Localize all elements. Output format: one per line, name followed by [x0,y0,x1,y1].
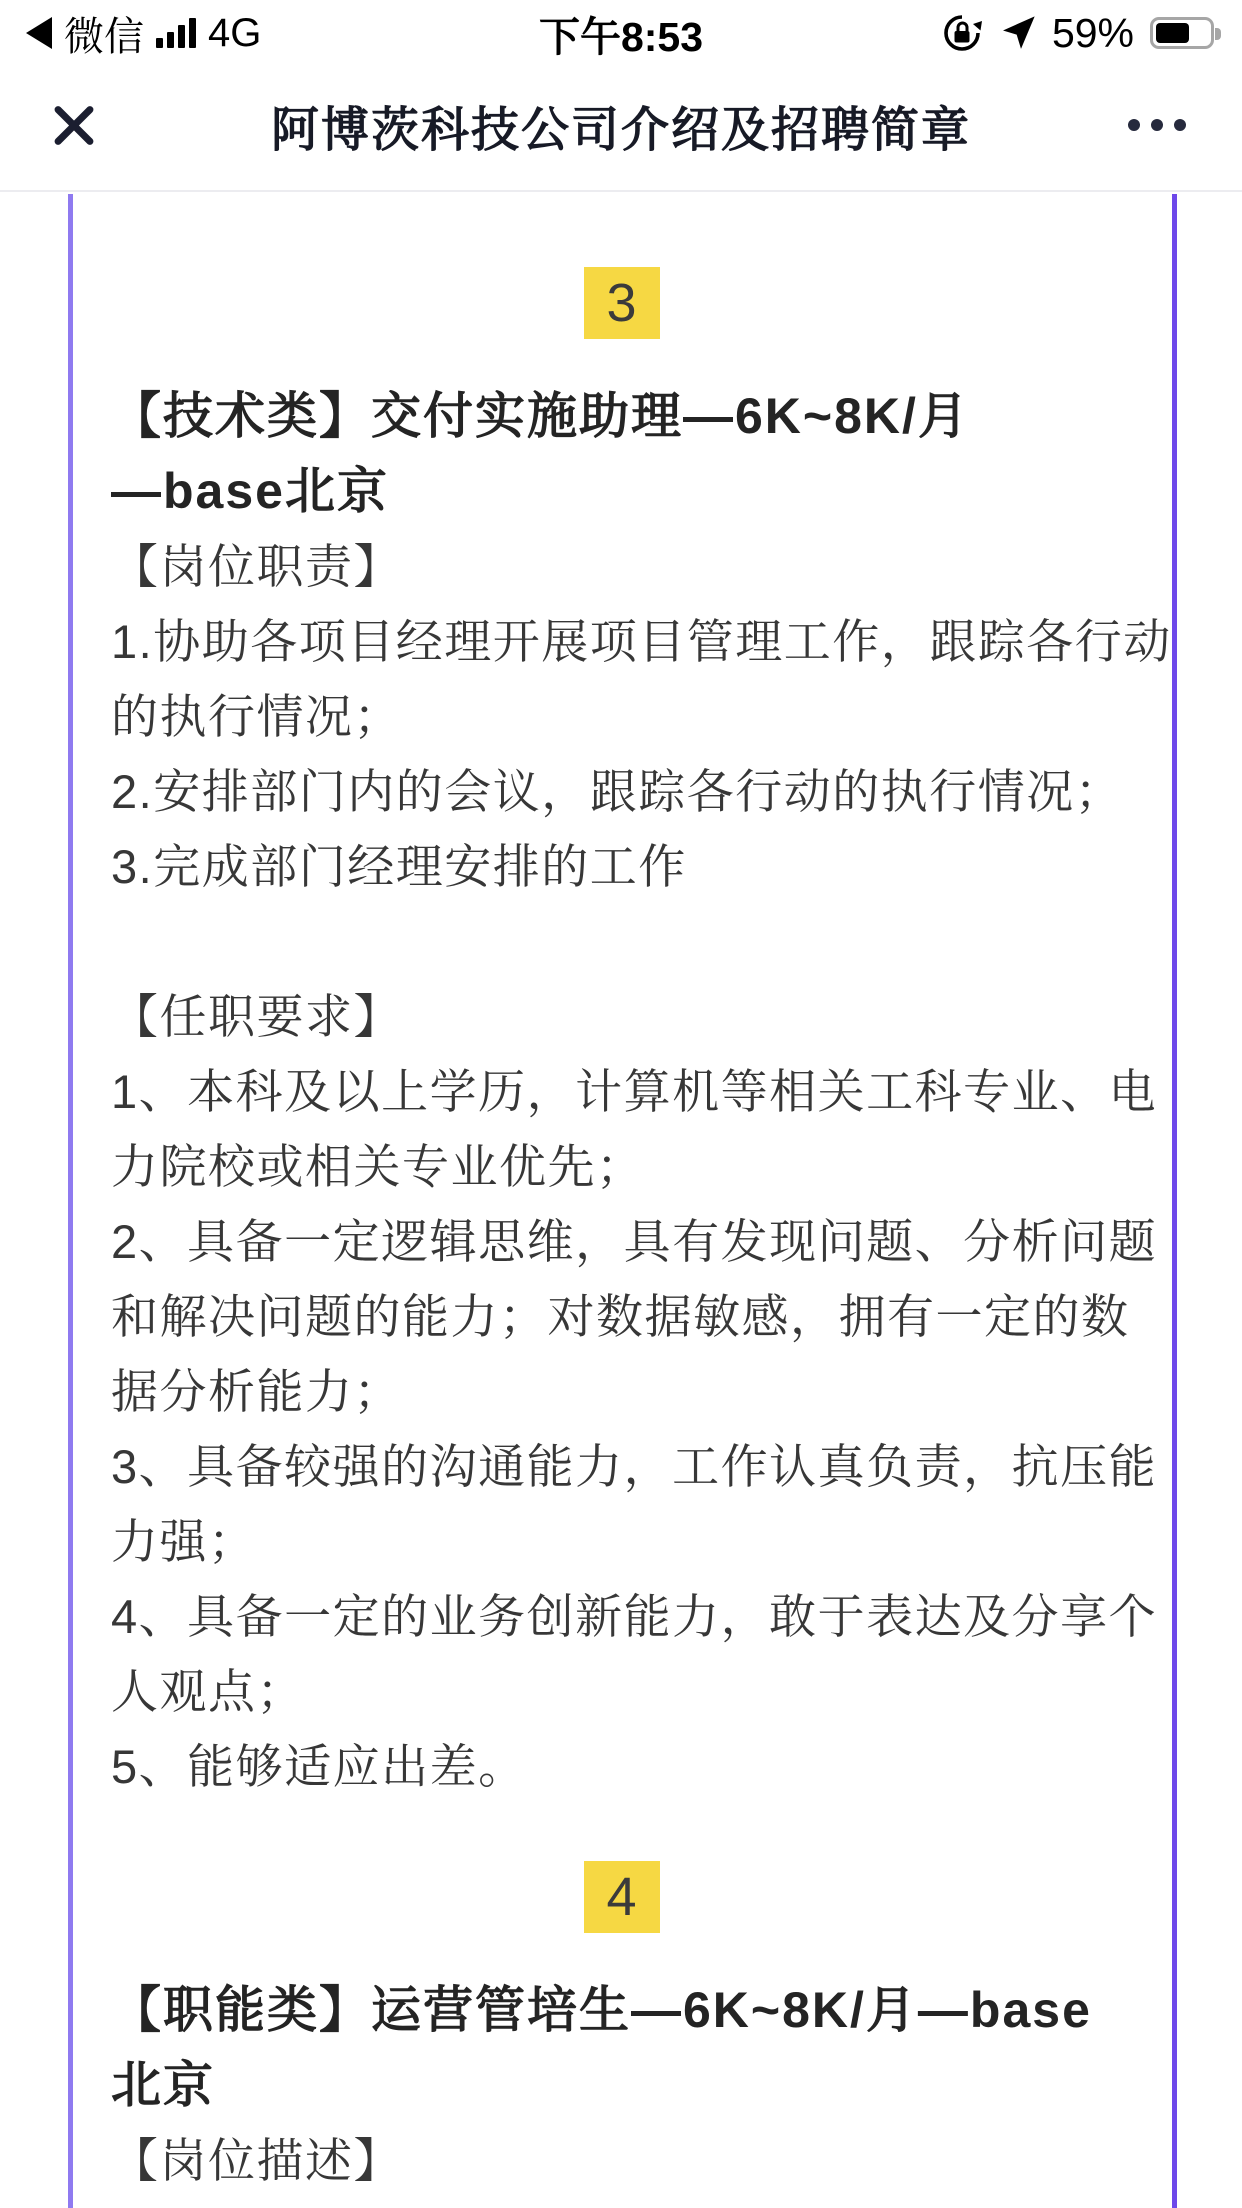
job-description-text [111,2123,1132,2198]
text-line: 5、能够适应出差。 [111,1740,527,1793]
blank-line [111,904,1132,979]
text-line: 人观点； [111,1665,305,1718]
section-number-badge: 4 [584,1861,660,1933]
status-bar [0,0,1242,60]
back-triangle-icon [26,17,52,49]
close-button[interactable] [46,97,102,153]
text-line: 力院校或相关专业优先； [111,1140,645,1193]
text-line: 4、具备一定的业务创新能力，敢于表达及分享个 [111,1590,1158,1643]
text-line: 【岗位职责】 [111,540,402,593]
text-line: 据分析能力； [111,1365,402,1418]
back-app-label: 微信 [64,14,144,59]
location-arrow-icon [998,13,1038,53]
battery-icon [1150,17,1214,49]
rotation-lock-icon [940,11,984,55]
job-title-heading [111,1973,1132,2123]
job-title-line: 北京 [111,2057,215,2113]
text-line: 2、具备一定逻辑思维，具有发现问题、分析问题 [111,1215,1158,1268]
article-scroll-area[interactable] [0,194,1242,2208]
text-line: 力强； [111,1515,257,1568]
page-title: 阿博茨科技公司介绍及招聘简章 [270,103,972,157]
battery-percent-label: 59% [1051,9,1134,56]
more-menu-button[interactable] [1124,105,1190,145]
text-line: 2.安排部门内的会议，跟踪各行动的执行情况； [111,765,1124,818]
text-line: 1.协助各项目经理开展项目管理工作，跟踪各行动 [111,615,1172,668]
text-line: 【任职要求】 [111,990,402,1043]
text-line: 的执行情况； [111,690,402,743]
job-title-line: —base北京 [111,463,389,519]
nav-bar [0,60,1242,192]
text-line: 和解决问题的能力；对数据敏感，拥有一定的数 [111,1290,1130,1343]
job-title-line: 【职能类】运营管培生—6K~8K/月—base [111,1982,1092,2038]
text-line: 【岗位描述】 [111,2134,402,2187]
job-description-text [111,529,1172,1804]
text-line: 3.完成部门经理安排的工作 [111,840,687,893]
article-content-column [68,194,1177,2208]
job-title-heading [111,379,1132,529]
section-number-badge: 3 [584,267,660,339]
network-type-label: 4G [208,10,262,55]
text-line: 1、本科及以上学历，计算机等相关工科专业、电 [111,1065,1158,1118]
cellular-signal-icon [156,18,196,48]
text-line: 3、具备较强的沟通能力，工作认真负责，抗压能 [111,1440,1158,1493]
back-to-app-button[interactable] [26,5,261,62]
clock-label: 下午8:53 [538,13,704,60]
job-title-line: 【技术类】交付实施助理—6K~8K/月 [111,388,970,444]
